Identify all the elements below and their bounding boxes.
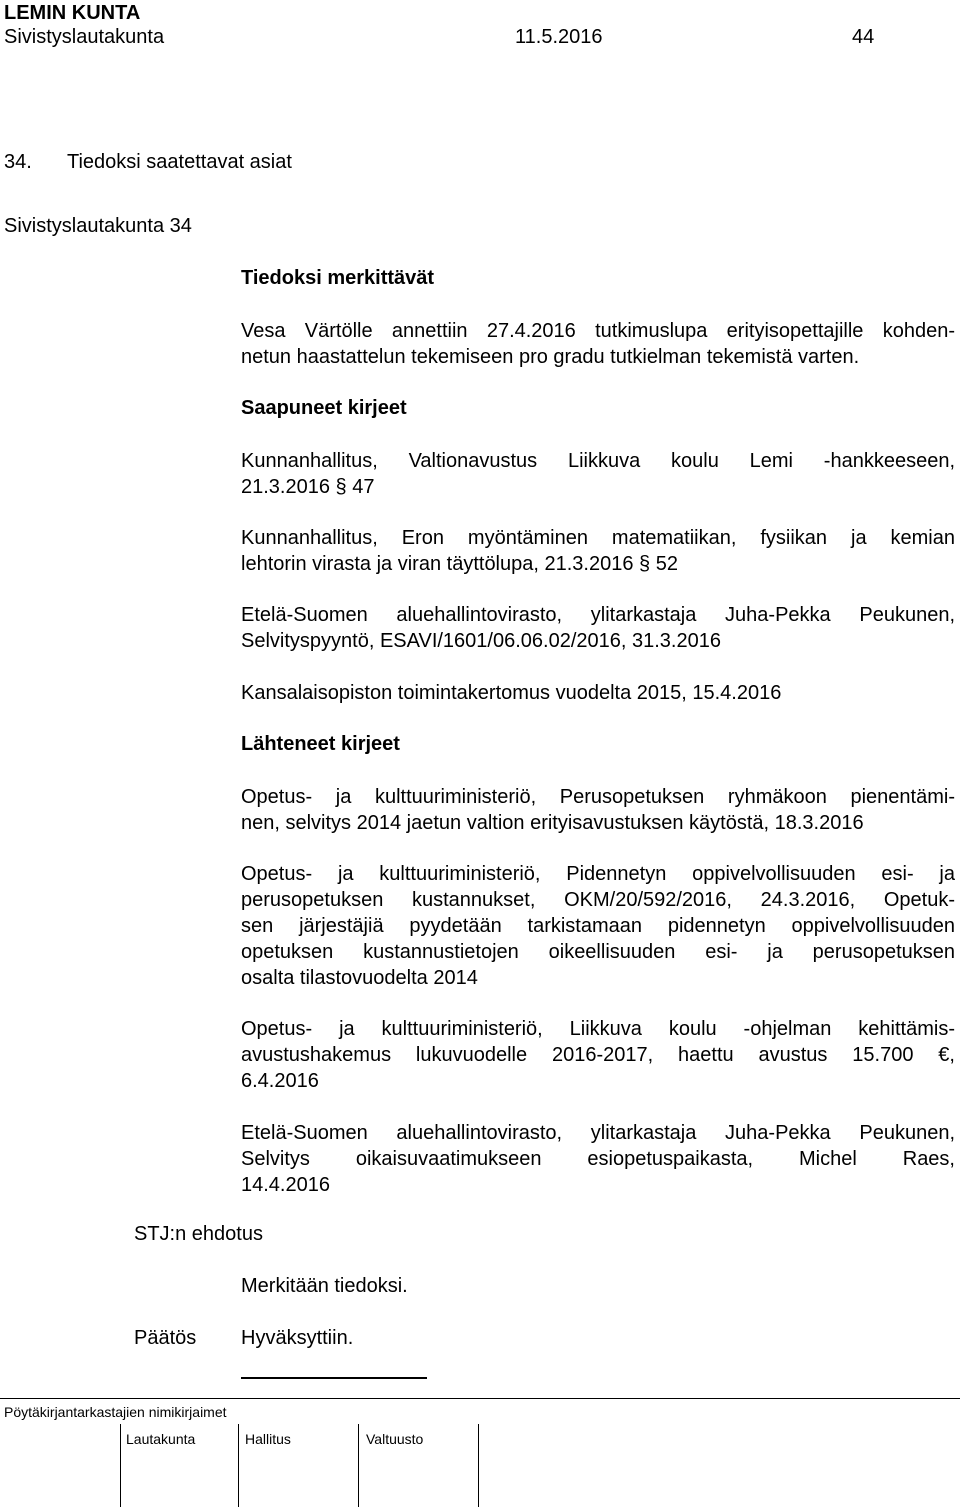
decision-underline bbox=[241, 1377, 427, 1379]
letter-item bbox=[241, 861, 955, 991]
letter-item bbox=[241, 784, 955, 836]
paragraph-line: Kansalaisopiston toimintakertomus vuodelta 2015, 15.4.2016 bbox=[241, 682, 782, 704]
letter-item bbox=[241, 525, 955, 577]
footer-column-lautakunta: Lautakunta bbox=[126, 1431, 196, 1447]
section-title: Tiedoksi saatettavat asiat bbox=[67, 151, 292, 173]
letter-item bbox=[241, 1016, 955, 1094]
paragraph-line: avustushakemus lukuvuodelle 2016-2017, haettu avustus 15.700 €, bbox=[241, 1044, 955, 1066]
paragraph-line: Selvitys oikaisuvaatimukseen esiopetuspaikasta, Michel Raes, bbox=[241, 1148, 955, 1170]
letter-item bbox=[241, 1120, 955, 1198]
decision-text: Hyväksyttiin. bbox=[241, 1327, 354, 1349]
footer-title: Pöytäkirjantarkastajien nimikirjaimet bbox=[4, 1404, 227, 1420]
heading-saapuneet: Saapuneet kirjeet bbox=[241, 397, 407, 419]
paragraph-line: Kunnanhallitus, Eron myöntäminen matematiikan, fysiikan ja kemian bbox=[241, 527, 955, 549]
paragraph-line: lehtorin virasta ja viran täyttölupa, 21.3.2016 § 52 bbox=[241, 553, 678, 575]
paragraph-line: sen järjestäjiä pyydetään tarkistamaan pidennetyn oppivelvollisuuden bbox=[241, 915, 955, 937]
paragraph-tiedoksi bbox=[241, 318, 955, 370]
paragraph-line: netun haastattelun tekemiseen pro gradu tutkielman tekemistä varten. bbox=[241, 346, 860, 368]
paragraph-line: Etelä-Suomen aluehallintovirasto, ylitarkastaja Juha-Pekka Peukunen, bbox=[241, 1122, 955, 1144]
paragraph-line: perusopetuksen kustannukset, OKM/20/592/2016, 24.3.2016, Opetuk- bbox=[241, 889, 955, 911]
decision-label: Päätös bbox=[134, 1327, 197, 1349]
paragraph-line: opetuksen kustannustietojen oikeellisuuden esi- ja perusopetuksen bbox=[241, 941, 955, 963]
paragraph-line: 21.3.2016 § 47 bbox=[241, 476, 375, 498]
footer-divider bbox=[478, 1424, 479, 1507]
paragraph-line: Opetus- ja kulttuuriministeriö, Liikkuva koulu -ohjelman kehittämis- bbox=[241, 1018, 955, 1040]
paragraph-line: Kunnanhallitus, Valtionavustus Liikkuva koulu Lemi -hankkeeseen, bbox=[241, 450, 955, 472]
paragraph-line: Etelä-Suomen aluehallintovirasto, ylitarkastaja Juha-Pekka Peukunen, bbox=[241, 604, 955, 626]
section-number: 34. bbox=[4, 151, 32, 173]
footer-divider bbox=[238, 1424, 239, 1507]
section-reference: Sivistyslautakunta 34 bbox=[4, 215, 192, 237]
paragraph-line: 6.4.2016 bbox=[241, 1070, 319, 1092]
footer-rule bbox=[0, 1398, 960, 1399]
paragraph-line: osalta tilastovuodelta 2014 bbox=[241, 967, 478, 989]
footer-column-valtuusto: Valtuusto bbox=[366, 1431, 424, 1447]
heading-lahteneet: Lähteneet kirjeet bbox=[241, 733, 400, 755]
proposal-label: STJ:n ehdotus bbox=[134, 1223, 263, 1245]
footer-column-hallitus: Hallitus bbox=[245, 1431, 291, 1447]
org-name: LEMIN KUNTA bbox=[4, 2, 141, 24]
paragraph-line: 14.4.2016 bbox=[241, 1174, 330, 1196]
paragraph-line: Opetus- ja kulttuuriministeriö, Pidennetyn oppivelvollisuuden esi- ja bbox=[241, 863, 955, 885]
page-number: 44 bbox=[852, 26, 875, 48]
heading-tiedoksi: Tiedoksi merkittävät bbox=[241, 267, 435, 289]
paragraph-line: Opetus- ja kulttuuriministeriö, Perusopetuksen ryhmäkoon pienentämi- bbox=[241, 786, 955, 808]
meeting-body: Sivistyslautakunta bbox=[4, 26, 165, 48]
letter-item bbox=[241, 680, 955, 706]
footer-divider bbox=[358, 1424, 359, 1507]
meeting-date: 11.5.2016 bbox=[515, 26, 603, 48]
proposal-text: Merkitään tiedoksi. bbox=[241, 1275, 408, 1297]
paragraph-line: Vesa Värtölle annettiin 27.4.2016 tutkimuslupa erityisopettajille kohden- bbox=[241, 320, 955, 342]
paragraph-line: nen, selvitys 2014 jaetun valtion erityisavustuksen käytöstä, 18.3.2016 bbox=[241, 812, 864, 834]
footer-divider bbox=[120, 1424, 121, 1507]
letter-item bbox=[241, 448, 955, 500]
letter-item bbox=[241, 602, 955, 654]
paragraph-line: Selvityspyyntö, ESAVI/1601/06.06.02/2016, 31.3.2016 bbox=[241, 630, 721, 652]
